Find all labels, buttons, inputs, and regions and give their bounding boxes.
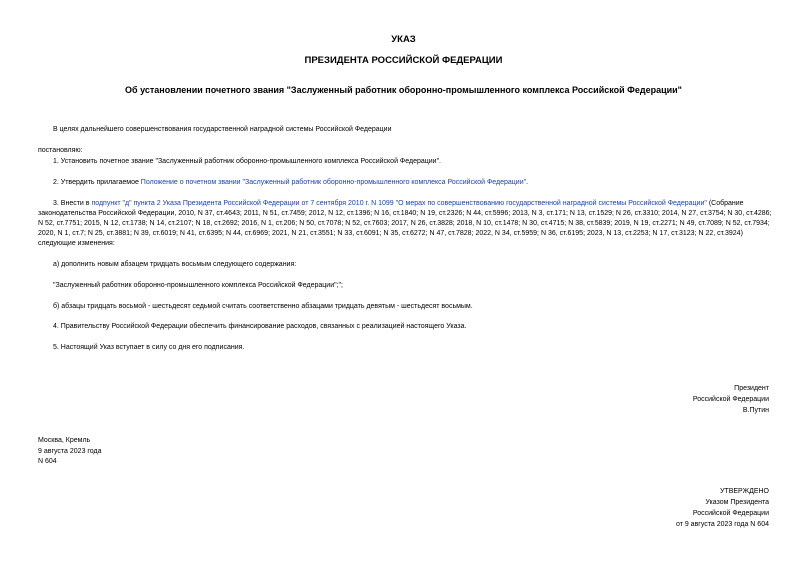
- item-1: 1. Установить почетное звание "Заслуженный работник оборонно-промышленного комплекса Российской Федерации".: [53, 158, 442, 165]
- approval-date: от 9 августа 2023 года N 604: [675, 521, 769, 528]
- document-subject: Об установлении почетного звания "Заслуженный работник оборонно-промышленного комплекса Российской Федерации": [125, 85, 682, 95]
- signature-title: Президент: [734, 385, 769, 392]
- item-3-suffix: (Собрание законодательства Российской Федерации, 2010, N 37, ст.4643; 2011, N 51, ст.7459; 2012, N 12, ст.1396; N 16, ст.1840; N 19, ст.2326; N 44, ст.5996; 2013, N 3, ст.171; N 13, ст.1529; N 26, ст.3310; 2014, N 27, ст.3754; N 30, ст.4286; N 52, ст.7751; 2015, N 12, ст.1738; N 14, ст.2107; N 18, ст.2692; 2016, N 1, ст.206; N 50, ст.7078; N 52, ст.7603; 2017, N 26, ст.3828; 2018, N 10, ст.1478; N 30, ст.4715; N 38, ст.5839; 2019, N 19, ст.2271; N 49, ст.7089; N 52, ст.7934; 2020, N 1, ст.7; N 25, ст.3881; N 39, ст.6019; N 41, ст.6395; N 44, ст.6969; 2021, N 21, ст.3551; N 33, ст.6091; N 35, ст.6272; N 47, ст.7828; 2022, N 34, ст.5959; N 36, ст.6195; 2023, N 13, ст.2253; N 17, ст.3123; N 22, ст.3924) следующие изменения:: [38, 200, 772, 247]
- subparagraph-link[interactable]: подпункт "д" пункта 2: [91, 200, 161, 207]
- item-2-suffix: .: [526, 179, 529, 186]
- item-3-prefix: 3. Внести в: [53, 200, 92, 207]
- sub-item-b: б) абзацы тридцать восьмой - шестьдесят седьмой считать соответственно абзацами тридцать девятым - шестьдесят восьмым.: [53, 303, 473, 310]
- intro-paragraph: В целях дальнейшего совершенствования государственной наградной системы Российской Федерации: [53, 126, 392, 133]
- document-title: УКАЗ: [391, 34, 416, 45]
- document-issuer: ПРЕЗИДЕНТА РОССИЙСКОЙ ФЕДЕРАЦИИ: [304, 55, 503, 66]
- place: Москва, Кремль: [38, 437, 91, 444]
- approval-heading: УТВЕРЖДЕНО: [719, 488, 769, 495]
- approval-country: Российской Федерации: [692, 510, 769, 517]
- decree-word: постановляю:: [38, 147, 83, 154]
- approval-block: [676, 486, 769, 530]
- quoted-text: "Заслуженный работник оборонно-промышленного комплекса Российской Федерации";";: [53, 282, 343, 289]
- decree-1099-link[interactable]: Указа Президента Российской Федерации от 7 сентября 2010 г. N 1099 "О мерах по совершенствованию государственной наградной системы Российской Федерации": [162, 200, 707, 207]
- signature-name: В.Путин: [742, 407, 769, 414]
- item-2: [53, 178, 773, 188]
- regulation-link[interactable]: Положение о почетном звании "Заслуженный работник оборонно-промышленного комплекса Российской Федерации": [140, 179, 527, 186]
- signature-block: [693, 383, 769, 416]
- date: 9 августа 2023 года: [38, 447, 102, 455]
- item-3: [38, 199, 773, 249]
- sub-item-a: а) дополнить новым абзацем тридцать восьмым следующего содержания:: [53, 261, 297, 268]
- item-2-prefix: 2. Утвердить прилагаемое: [53, 179, 141, 186]
- item-5: 5. Настоящий Указ вступает в силу со дня его подписания.: [53, 344, 245, 351]
- signature-country: Российской Федерации: [692, 396, 769, 403]
- approval-by: Указом Президента: [705, 499, 769, 506]
- decree-number: N 604: [38, 458, 57, 465]
- place-date-block: [38, 436, 102, 468]
- item-4: 4. Правительству Российской Федерации обеспечить финансирование расходов, связанных с реализацией настоящего Указа.: [53, 323, 467, 330]
